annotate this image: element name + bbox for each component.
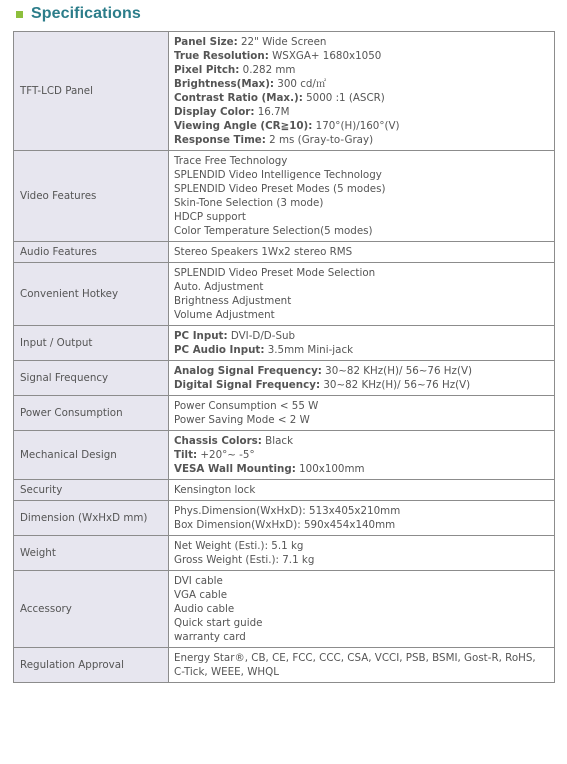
- spec-value-line: [174, 588, 550, 602]
- spec-key: True Resolution:: [174, 50, 269, 62]
- spec-key: Viewing Angle (CR≧10):: [174, 120, 313, 132]
- specifications-table: [13, 31, 555, 683]
- spec-key: Pixel Pitch:: [174, 64, 240, 76]
- spec-key: Chassis Colors:: [174, 435, 262, 447]
- spec-key: Digital Signal Frequency:: [174, 379, 321, 391]
- spec-label: Convenient Hotkey: [14, 263, 169, 326]
- spec-text: SPLENDID Video Intelligence Technology: [174, 169, 382, 181]
- spec-row: [14, 242, 555, 263]
- spec-text: DVI cable: [174, 575, 223, 587]
- spec-key: VESA Wall Mounting:: [174, 463, 296, 475]
- spec-text: 30~82 KHz(H)/ 56~76 Hz(V): [321, 365, 473, 377]
- spec-label: Input / Output: [14, 326, 169, 361]
- spec-label: Power Consumption: [14, 396, 169, 431]
- spec-text: C-Tick, WEEE, WHQL: [174, 666, 279, 678]
- spec-key: PC Audio Input:: [174, 344, 265, 356]
- spec-value-line: [174, 665, 550, 679]
- spec-key: Panel Size:: [174, 36, 238, 48]
- page-title: Specifications: [31, 5, 141, 22]
- spec-value: [169, 242, 555, 263]
- spec-value-line: [174, 49, 550, 63]
- spec-row: [14, 151, 555, 242]
- spec-text: 16.7M: [254, 106, 290, 118]
- spec-value-line: [174, 343, 550, 357]
- spec-text: 3.5mm Mini-jack: [264, 344, 354, 356]
- spec-value-line: [174, 574, 550, 588]
- spec-text: Power Saving Mode < 2 W: [174, 414, 310, 426]
- spec-text: +20°~ -5°: [197, 449, 255, 461]
- spec-value-line: [174, 196, 550, 210]
- spec-row: [14, 571, 555, 648]
- spec-row: [14, 263, 555, 326]
- spec-text: SPLENDID Video Preset Mode Selection: [174, 267, 376, 279]
- spec-value: [169, 326, 555, 361]
- spec-label: Accessory: [14, 571, 169, 648]
- spec-value-line: [174, 483, 550, 497]
- spec-row: [14, 396, 555, 431]
- spec-label: Audio Features: [14, 242, 169, 263]
- spec-value: [169, 151, 555, 242]
- spec-row: [14, 326, 555, 361]
- spec-value-line: [174, 91, 550, 105]
- spec-text: 100x100mm: [295, 463, 365, 475]
- spec-row: [14, 32, 555, 151]
- spec-text: Box Dimension(WxHxD): 590x454x140mm: [174, 519, 396, 531]
- spec-value-line: [174, 210, 550, 224]
- spec-label: Dimension (WxHxD mm): [14, 501, 169, 536]
- spec-value: [169, 501, 555, 536]
- spec-value-line: [174, 294, 550, 308]
- square-bullet-icon: [16, 11, 23, 18]
- spec-text: Skin-Tone Selection (3 mode): [174, 197, 324, 209]
- spec-value: [169, 396, 555, 431]
- spec-label: Mechanical Design: [14, 431, 169, 480]
- spec-value-line: [174, 308, 550, 322]
- spec-text: 2 ms (Gray-to-Gray): [265, 134, 374, 146]
- spec-value: [169, 480, 555, 501]
- specifications-table-body: [14, 32, 555, 683]
- spec-value-line: [174, 553, 550, 567]
- spec-label: Security: [14, 480, 169, 501]
- spec-text: Stereo Speakers 1Wx2 stereo RMS: [174, 246, 353, 258]
- spec-value-line: [174, 651, 550, 665]
- spec-text: warranty card: [174, 631, 246, 643]
- spec-value: [169, 536, 555, 571]
- spec-value-line: [174, 413, 550, 427]
- spec-key: PC Input:: [174, 330, 228, 342]
- section-header: [16, 4, 141, 24]
- spec-row: [14, 361, 555, 396]
- spec-label: TFT-LCD Panel: [14, 32, 169, 151]
- spec-key: Display Color:: [174, 106, 255, 118]
- spec-value-line: [174, 154, 550, 168]
- spec-text: Net Weight (Esti.): 5.1 kg: [174, 540, 304, 552]
- spec-value: [169, 32, 555, 151]
- spec-text: Black: [261, 435, 294, 447]
- spec-value-line: [174, 63, 550, 77]
- spec-label: Signal Frequency: [14, 361, 169, 396]
- spec-value-line: [174, 245, 550, 259]
- spec-text: Trace Free Technology: [174, 155, 288, 167]
- spec-text: VGA cable: [174, 589, 228, 601]
- spec-value-line: [174, 133, 550, 147]
- spec-label: Weight: [14, 536, 169, 571]
- spec-text: Brightness Adjustment: [174, 295, 292, 307]
- spec-value-line: [174, 539, 550, 553]
- spec-text: Volume Adjustment: [174, 309, 275, 321]
- spec-text: Gross Weight (Esti.): 7.1 kg: [174, 554, 315, 566]
- spec-value: [169, 361, 555, 396]
- spec-text: 0.282 mm: [239, 64, 296, 76]
- spec-value-line: [174, 434, 550, 448]
- spec-text: SPLENDID Video Preset Modes (5 modes): [174, 183, 386, 195]
- spec-value: [169, 571, 555, 648]
- spec-text: 300 cd/㎡: [274, 78, 327, 90]
- spec-value-line: [174, 182, 550, 196]
- spec-text: HDCP support: [174, 211, 246, 223]
- spec-key: Contrast Ratio (Max.):: [174, 92, 303, 104]
- spec-value-line: [174, 280, 550, 294]
- spec-value-line: [174, 77, 550, 91]
- spec-text: Audio cable: [174, 603, 235, 615]
- spec-text: 22" Wide Screen: [237, 36, 327, 48]
- spec-value-line: [174, 105, 550, 119]
- spec-row: [14, 431, 555, 480]
- spec-value-line: [174, 448, 550, 462]
- spec-text: 170°(H)/160°(V): [312, 120, 400, 132]
- spec-value-line: [174, 630, 550, 644]
- spec-value-line: [174, 378, 550, 392]
- spec-label: Regulation Approval: [14, 648, 169, 683]
- spec-text: Energy Star®, CB, CE, FCC, CCC, CSA, VCCI, PSB, BSMI, Gost-R, RoHS,: [174, 652, 536, 664]
- spec-value-line: [174, 364, 550, 378]
- spec-text: Power Consumption < 55 W: [174, 400, 319, 412]
- spec-value-line: [174, 462, 550, 476]
- spec-text: Auto. Adjustment: [174, 281, 264, 293]
- spec-value-line: [174, 168, 550, 182]
- spec-key: Brightness(Max):: [174, 78, 275, 90]
- spec-row: [14, 480, 555, 501]
- spec-text: WSXGA+ 1680x1050: [268, 50, 382, 62]
- spec-value: [169, 263, 555, 326]
- spec-value-line: [174, 518, 550, 532]
- spec-value-line: [174, 616, 550, 630]
- spec-text: DVI-D/D-Sub: [227, 330, 296, 342]
- spec-value-line: [174, 119, 550, 133]
- spec-key: Tilt:: [174, 449, 198, 461]
- spec-key: Analog Signal Frequency:: [174, 365, 322, 377]
- spec-value-line: [174, 35, 550, 49]
- spec-value-line: [174, 399, 550, 413]
- spec-value-line: [174, 224, 550, 238]
- spec-value-line: [174, 266, 550, 280]
- spec-value-line: [174, 329, 550, 343]
- spec-row: [14, 501, 555, 536]
- spec-value-line: [174, 602, 550, 616]
- spec-text: Kensington lock: [174, 484, 256, 496]
- spec-text: Phys.Dimension(WxHxD): 513x405x210mm: [174, 505, 401, 517]
- spec-value: [169, 648, 555, 683]
- spec-row: [14, 536, 555, 571]
- spec-value-line: [174, 504, 550, 518]
- spec-text: 5000 :1 (ASCR): [302, 92, 385, 104]
- spec-value: [169, 431, 555, 480]
- spec-label: Video Features: [14, 151, 169, 242]
- spec-text: Quick start guide: [174, 617, 263, 629]
- spec-text: Color Temperature Selection(5 modes): [174, 225, 373, 237]
- spec-row: [14, 648, 555, 683]
- spec-text: 30~82 KHz(H)/ 56~76 Hz(V): [320, 379, 471, 391]
- spec-key: Response Time:: [174, 134, 266, 146]
